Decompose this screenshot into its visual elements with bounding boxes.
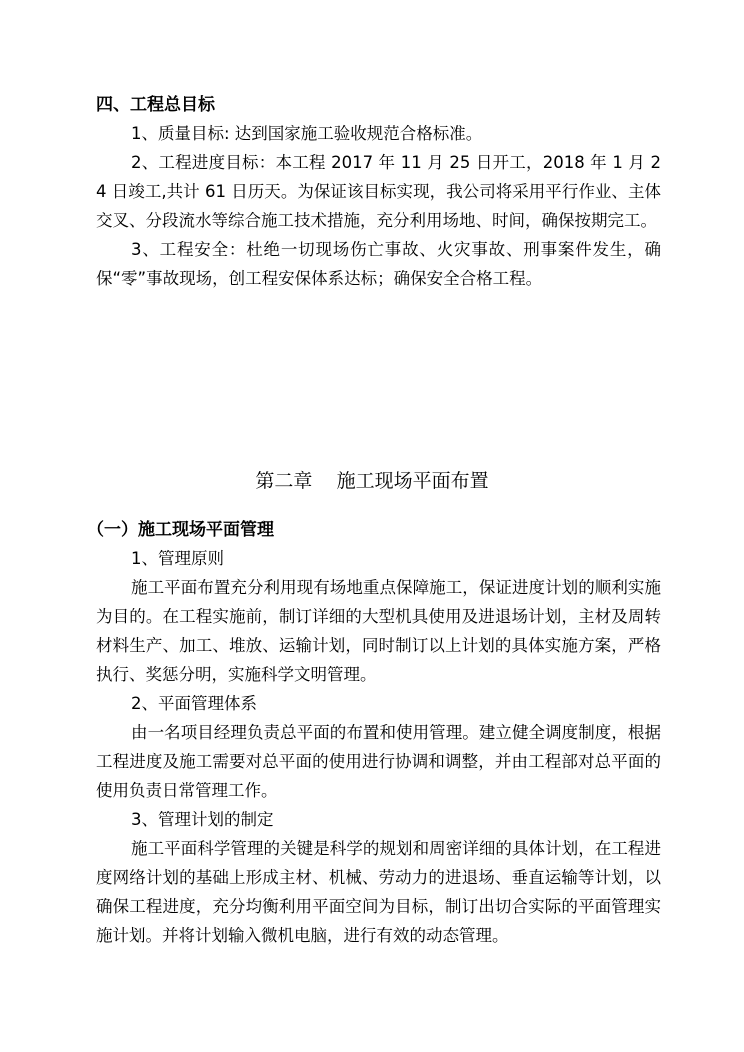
plan-paragraph: 施工平面科学管理的关键是科学的规划和周密详细的具体计划，在工程进度网络计划的基础上形成主材、机械、劳动力的进退场、垂直运输等计划，以确保工程进度，充分均衡利用平面空间为目标，制订出切合实际的平面管理实施计划。并将计划输入微机电脑，进行有效的动态管理。: [96, 839, 661, 945]
safety-goal-paragraph: 3、工程安全：杜绝一切现场伤亡事故、火灾事故、刑事案件发生，确保“零”事故现场，创工程安保体系达标；确保安全合格工程。: [96, 240, 661, 288]
section-site-layout-management: [87, 516, 661, 950]
item-heading-principles: 1、管理原则: [131, 549, 224, 568]
item-heading-plan: 3、管理计划的制定: [131, 810, 274, 829]
item-heading-system: 2、平面管理体系: [131, 694, 257, 713]
chapter-title: 第二章 施工现场平面布置: [255, 470, 489, 492]
principles-paragraph: 施工平面布置充分利用现有场地重点保障施工，保证进度计划的顺利实施为目的。在工程实施前，制订详细的大型机具使用及进退场计划，主材及周转材料生产、加工、堆放、运输计划，同时制订以上计划的具体实施方案，严格执行、奖惩分明，实施科学文明管理。: [96, 578, 661, 684]
system-paragraph: 由一名项目经理负责总平面的布置和使用管理。建立健全调度制度，根据工程进度及施工需要对总平面的使用进行协调和调整，并由工程部对总平面的使用负责日常管理工作。: [96, 723, 661, 800]
section-heading: 四、工程总目标: [96, 95, 215, 115]
quality-goal-paragraph: 1、质量目标: 达到国家施工验收规范合格标准。: [131, 124, 483, 143]
subsection-heading: （一）施工现场平面管理: [87, 520, 274, 540]
schedule-goal-paragraph: 2、工程进度目标：本工程 2017 年 11 月 25 日开工，2018 年 1 月 24 日竣工,共计 61 日历天。为保证该目标实现，我公司将采用平行作业、主体交叉、分段流水等综合施工技术措施，充分利用场地、时间，确保按期完工。: [96, 153, 661, 230]
section-project-goals: [96, 92, 661, 293]
